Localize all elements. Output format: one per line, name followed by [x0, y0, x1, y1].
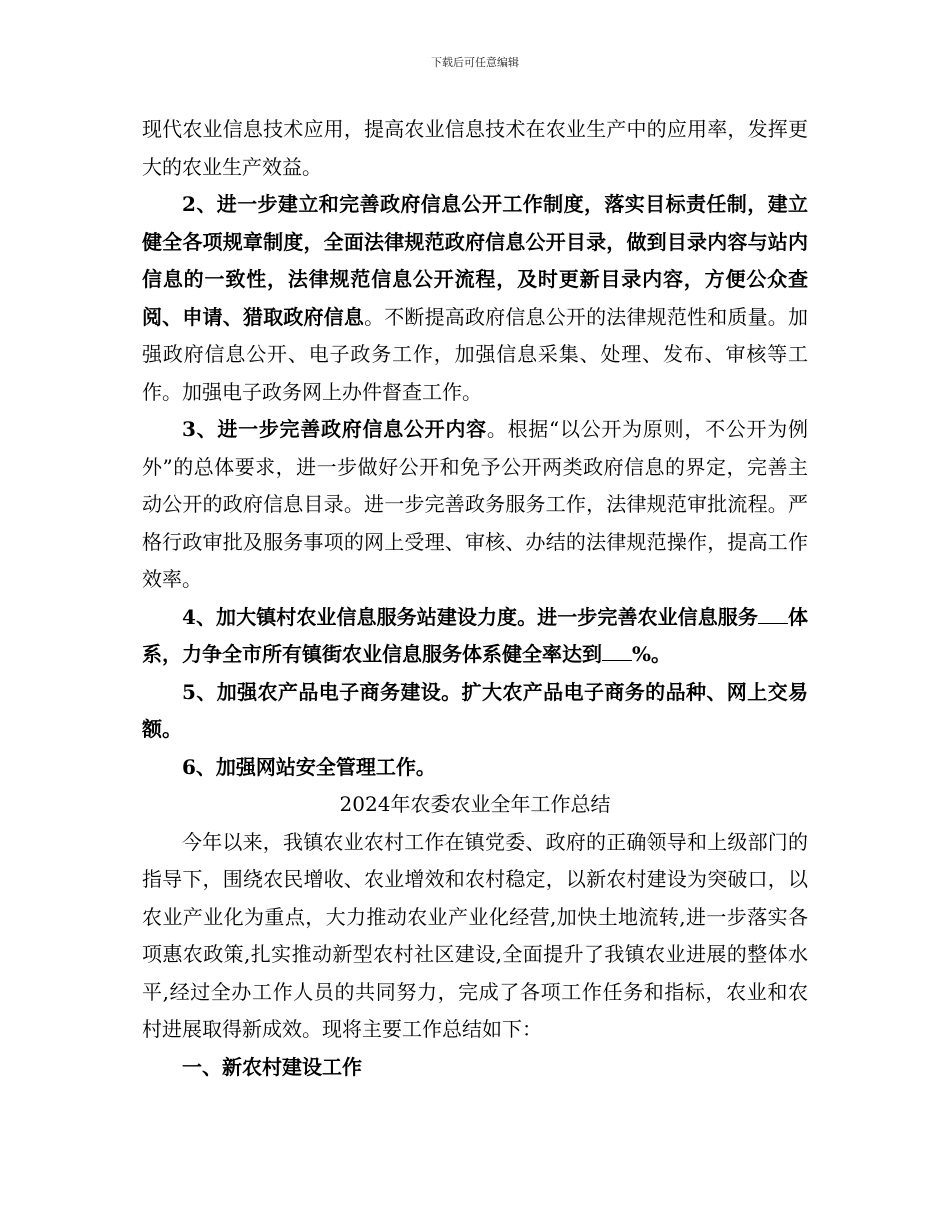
paragraph-3	[142, 411, 808, 599]
paragraph-6: 6、加强网站安全管理工作。	[182, 754, 436, 779]
body-paragraph: 今年以来，我镇农业农村工作在镇党委、政府的正确领导和上级部门的指导下，围绕农民增收、农业增效和农村稳定，以新农村建设为突破口，以农业产业化为重点，大力推动农业产业化经营,加快土地流转,进一步落实各项惠农政策,扎实推动新型农村社区建设,全面提升了我镇农业进展的整体水平,经过全办工作人员的共同努力，完成了各项工作任务和指标，农业和农村进展取得新成效。现将主要工作总结如下：	[142, 829, 808, 1041]
blank-line	[602, 642, 632, 661]
paragraph-2-bold: 2、进一步建立和完善政府信息公开工作制度，落实目标责任制，建立健全各项规章制度，全面法律规范政府信息公开目录，做到目录内容与站内信息的一致性，法律规范信息公开流程，及时更新目录内容，方便公众查阅、申请、猎取政府信息	[142, 192, 808, 329]
page-header: 下载后可任意编辑	[431, 56, 519, 69]
paragraph-3-bold: 3、进一步完善政府信息公开内容	[182, 417, 487, 441]
paragraph-5: 5、加强农产品电子商务建设。扩大农产品电子商务的品种、网上交易额。	[142, 679, 808, 741]
paragraph-4-bold-b: 体系，力争全市所有镇街农业信息服务体系健全率达到	[142, 604, 809, 666]
paragraph-4-bold-a: 4、加大镇村农业信息服务站建设力度。进一步完善农业信息服务	[182, 604, 758, 629]
blank-line	[758, 605, 788, 624]
section-title: 2024年农委农业全年工作总结	[339, 792, 611, 816]
paragraph-1: 现代农业信息技术应用，提高农业信息技术在农业生产中的应用率，发挥更大的农业生产效益。	[142, 117, 808, 179]
paragraph-2-text: 。不断提高政府信息公开的法律规范性和质量。加强政府信息公开、电子政务工作，加强信息采集、处理、发布、审核等工作。加强电子政务网上办件督查工作。	[142, 304, 808, 404]
paragraph-4	[142, 599, 808, 674]
paragraph-2	[142, 186, 808, 411]
paragraph-3-text: 。根据“以公开为原则，不公开为例外”的总体要求，进一步做好公开和免予公开两类政府信息的界定，完善主动公开的政府信息目录。进一步完善政务服务工作，法律规范审批流程。严格行政审批及服务事项的网上受理、审核、办结的法律规范操作，提高工作效率。	[142, 417, 808, 591]
paragraph-4-bold-c: %。	[632, 642, 672, 666]
heading-1: 一、新农村建设工作	[182, 1054, 362, 1079]
document-body	[142, 111, 808, 1086]
